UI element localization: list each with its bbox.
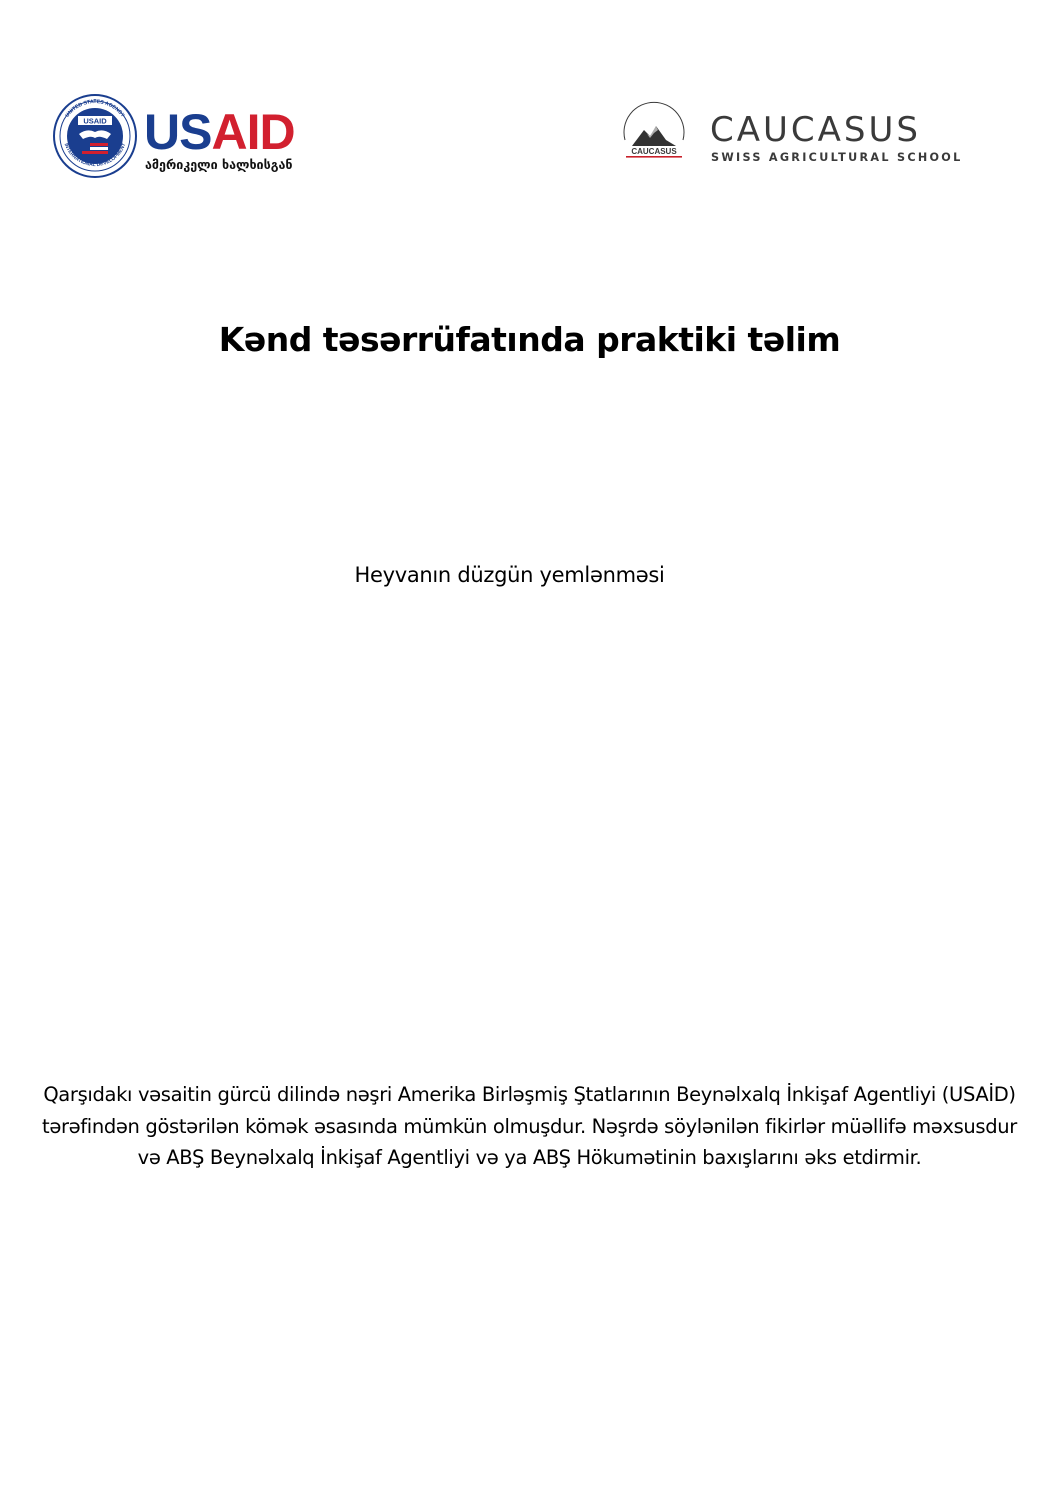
caucasus-name: CAUCASUS	[710, 110, 921, 150]
usaid-seal-top-text: UNITED STATES AGENCY	[64, 98, 126, 119]
document-subtitle: Heyvanın düzgün yemlənməsi	[354, 563, 665, 587]
document-title: Kənd təsərrüfatında praktiki təlim	[218, 320, 841, 359]
usaid-seal-bottom-text: INTERNATIONAL DEVELOPMENT	[62, 142, 128, 169]
caucasus-logo-graphic	[620, 100, 970, 166]
usaid-tagline: ამერიკელი ხალხისგან	[145, 157, 293, 172]
usaid-logo-graphic	[52, 94, 332, 180]
usaid-logo	[52, 94, 332, 180]
caucasus-logo	[620, 100, 970, 166]
caucasus-tagline: SWISS AGRICULTURAL SCHOOL	[711, 151, 963, 164]
svg-text:USAID: USAID	[83, 116, 107, 126]
svg-text:USAID: USAID	[144, 104, 295, 160]
funding-disclaimer: Qarşıdakı vəsaitin gürcü dilində nəşri Amerika Birləşmiş Ştatlarının Beynəlxalq İnkişaf Agentliyi (USAİD) tərəfindən göstərilən kömək əsasında mümkün olmuşdur. Nəşrdə söylənilən fikirlər müəllifə məxsusdur və ABŞ Beynəlxalq İnkişaf Agentliyi və ya ABŞ Hökumətinin baxışlarını əks etdirmir.	[42, 1083, 1017, 1169]
caucasus-badge-text: CAUCASUS	[631, 147, 677, 156]
